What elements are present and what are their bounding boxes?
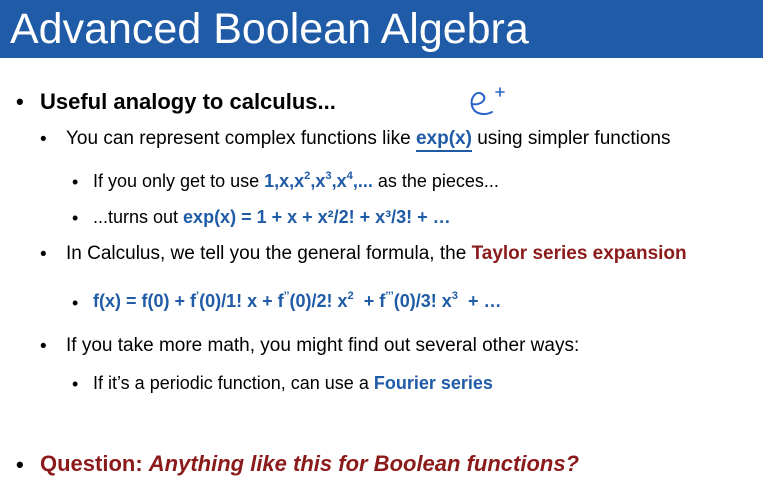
title-bar: [0, 0, 763, 58]
text-segment: If it’s a periodic function, can use a: [93, 373, 374, 393]
taylor-formula: [93, 291, 501, 312]
bullet-pieces: [93, 171, 499, 192]
prime-mark: ’’’: [385, 289, 394, 302]
bullet-exp-formula: [93, 207, 451, 228]
exponent: 3: [325, 169, 332, 182]
bullet-icon: •: [16, 452, 24, 477]
exp-series-formula: exp(x) = 1 + x + x²/2! + x³/3! + …: [183, 207, 451, 227]
prime-mark: ’: [196, 289, 200, 302]
text-segment: ...turns out: [93, 207, 184, 227]
text-segment: using simpler functions: [471, 128, 671, 149]
taylor-series-term: Taylor series expansion: [471, 243, 687, 264]
bullet-icon: •: [40, 244, 47, 265]
exponent: 2: [304, 169, 311, 182]
bullet-icon: •: [72, 293, 79, 313]
text-segment: + f: [353, 291, 386, 311]
handwritten-annotation-icon: [466, 82, 516, 122]
text-segment: ,x: [310, 171, 326, 191]
text-segment: f(x) = f(0) + f: [93, 291, 197, 311]
bullet-icon: •: [72, 208, 79, 228]
bullet-icon: •: [72, 172, 79, 192]
exponent: 3: [451, 289, 458, 302]
question-text: Anything like this for Boolean functions?: [148, 451, 580, 476]
bullet-taylor: [66, 243, 687, 265]
text-segment: + …: [457, 291, 502, 311]
fourier-series-term: Fourier series: [373, 373, 493, 393]
text-segment: If you only get to use: [93, 171, 265, 191]
bullet-useful-analogy: Useful analogy to calculus...: [40, 89, 336, 114]
bullet-icon: •: [16, 89, 24, 114]
bullet-more-math: If you take more math, you might find out several other ways:: [66, 335, 580, 356]
bullet-fourier: [93, 373, 493, 394]
slide-title: Advanced Boolean Algebra: [10, 5, 529, 53]
bullet-icon: •: [40, 129, 47, 150]
question-label: Question:: [40, 451, 149, 476]
text-segment: ,x: [331, 171, 347, 191]
text-segment: You can represent complex functions like: [66, 128, 416, 149]
bullet-question: [40, 451, 579, 477]
exp-x-term: exp(x): [416, 128, 472, 152]
bullet-icon: •: [40, 336, 47, 357]
text-segment: (0)/1! x + f: [199, 291, 284, 311]
text-segment: (0)/2! x: [289, 291, 348, 311]
bullet-represent-functions: [66, 128, 670, 150]
text-segment: In Calculus, we tell you the general formula, the: [66, 243, 472, 264]
bullet-icon: •: [72, 374, 79, 394]
text-segment: as the pieces...: [372, 171, 499, 191]
text-segment: ,...: [352, 171, 373, 191]
text-segment: (0)/3! x: [393, 291, 452, 311]
text-segment: 1,x,x: [264, 171, 305, 191]
power-series-pieces: [264, 171, 373, 191]
exponent: 2: [347, 289, 354, 302]
exponent: 4: [346, 169, 353, 182]
prime-mark: ’’: [283, 289, 290, 302]
